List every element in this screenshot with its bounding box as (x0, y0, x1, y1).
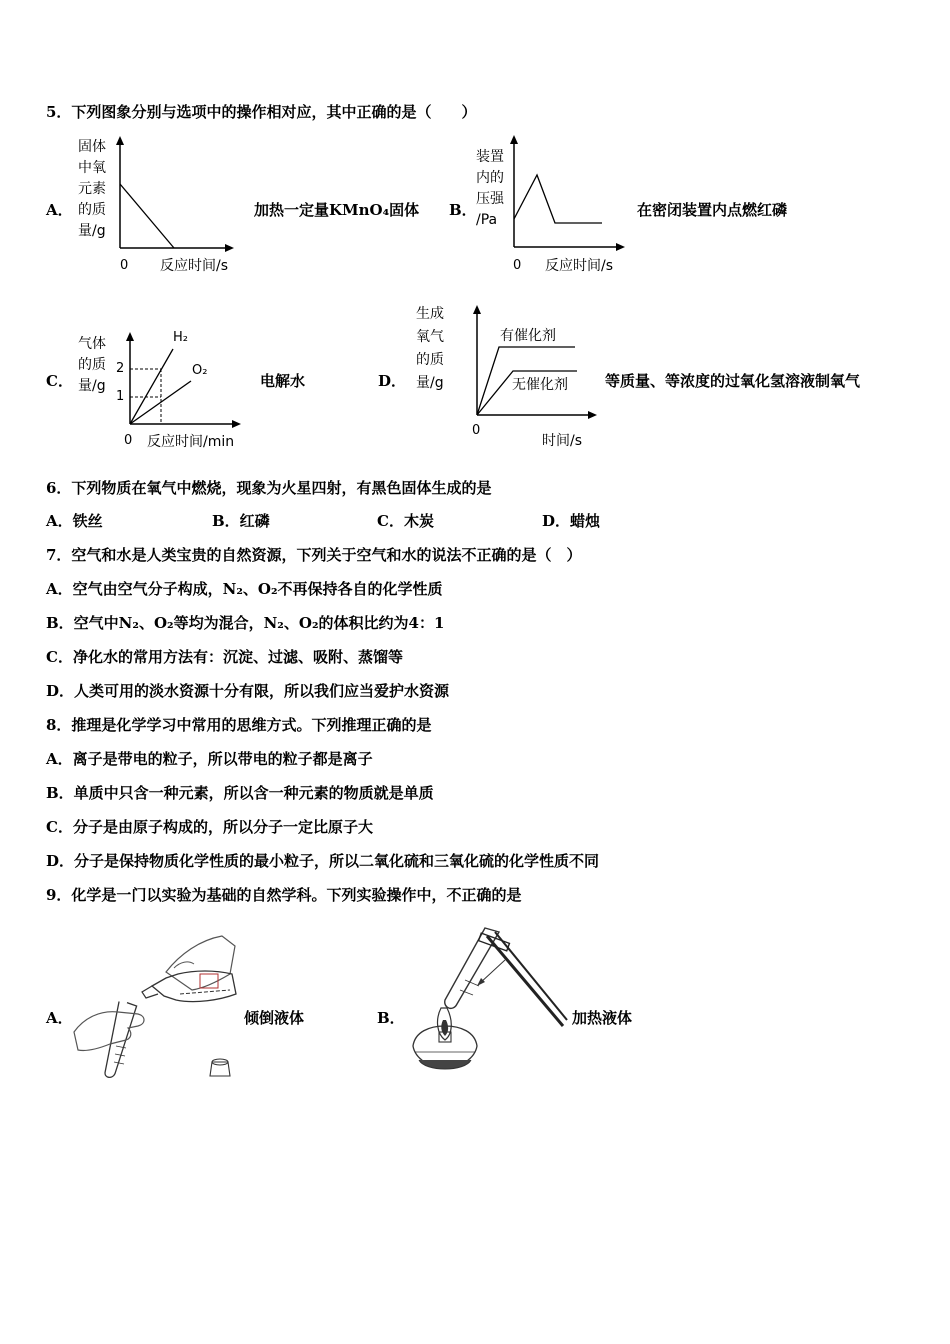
q5-c-axes (123, 332, 245, 432)
q5-b-ylabel-1: 装置 (476, 149, 504, 165)
q5-a-ylabel-1: 固体 (78, 139, 106, 155)
q5-d-ylabel-3: 的质 (416, 352, 444, 368)
q8-option-d: D．分子是保持物质化学性质的最小粒子，所以二氧化硫和三氧化硫的化学性质不同 (46, 852, 600, 870)
q5-a-ylabel-4: 的质 (78, 202, 106, 218)
q5-a-origin: 0 (120, 258, 129, 273)
q5-c-o2-line (130, 381, 191, 424)
q5-d-axes (469, 305, 601, 421)
q8-option-b: B．单质中只含一种元素，所以含一种元素的物质就是单质 (46, 784, 434, 802)
q5-b-origin: 0 (513, 258, 522, 273)
q7-option-a: A．空气由空气分子构成，N₂、O₂不再保持各自的化学性质 (46, 580, 443, 598)
q5-d-ylabel-2: 氧气 (416, 329, 444, 345)
q5-a-ylabel-5: 量/g (78, 223, 106, 239)
q5-option-d-letter: D． (378, 372, 407, 390)
q5-d-description: 等质量、等浓度的过氧化氢溶液制氧气 (605, 372, 861, 390)
q5-d-xlabel: 时间/s (542, 433, 583, 449)
q5-b-ylabel-3: 压强 (476, 191, 504, 207)
q5-c-origin: 0 (124, 433, 133, 448)
q5-c-description: 电解水 (260, 372, 306, 390)
q9-stem: 9．化学是一门以实验为基础的自然学科。下列实验操作中，不正确的是 (46, 886, 522, 904)
q5-c-tick-1: 1 (116, 389, 125, 404)
q5-c-tick-2: 2 (116, 361, 125, 376)
q5-a-description: 加热一定量KMnO₄固体 (254, 201, 420, 219)
q6-stem: 6．下列物质在氧气中燃烧，现象为火星四射，有黑色固体生成的是 (46, 479, 492, 497)
q5-b-series-line (514, 175, 602, 223)
q5-d-nocatalyst-label: 无催化剂 (512, 377, 568, 393)
q6-option-c: C．木炭 (377, 512, 434, 530)
q6-option-d: D．蜡烛 (542, 512, 601, 530)
q5-c-ylabel-3: 量/g (78, 378, 106, 394)
q5-option-c-letter: C． (46, 372, 73, 390)
q8-option-a: A．离子是带电的粒子，所以带电的粒子都是离子 (46, 750, 373, 768)
q5-a-series-line (120, 184, 174, 248)
q7-option-b: B．空气中N₂、O₂等均为混合，N₂、O₂的体积比约为4：1 (46, 614, 445, 632)
q5-c-o2-label: O₂ (192, 363, 208, 378)
q5-stem: 5．下列图象分别与选项中的操作相对应，其中正确的是（ ） (46, 103, 477, 121)
q9-b-heating-illustration (405, 920, 570, 1080)
q5-c-xlabel: 反应时间/min (147, 434, 235, 450)
q5-b-ylabel-4: /Pa (476, 212, 498, 228)
q5-d-origin: 0 (472, 423, 481, 438)
q5-a-axes (112, 136, 236, 256)
q9-a-description: 倾倒液体 (244, 1009, 305, 1027)
q5-c-h2-label: H₂ (173, 330, 188, 345)
q5-d-catalyst-label: 有催化剂 (500, 328, 556, 344)
q9-a-pouring-illustration (70, 928, 240, 1083)
q5-a-ylabel-2: 中氧 (78, 160, 106, 176)
q5-d-ylabel-4: 量/g (416, 375, 444, 391)
q5-b-description: 在密闭装置内点燃红磷 (637, 201, 788, 219)
q5-c-ylabel-1: 气体 (78, 336, 106, 352)
q6-option-a: A．铁丝 (46, 512, 103, 530)
q5-a-ylabel-3: 元素 (78, 181, 106, 197)
q5-c-ylabel-2: 的质 (78, 357, 106, 373)
q5-c-h2-line (130, 349, 173, 424)
q5-b-xlabel: 反应时间/s (545, 258, 614, 274)
q5-option-a-letter: A． (46, 201, 73, 219)
q5-a-xlabel: 反应时间/s (160, 258, 229, 274)
q9-b-description: 加热液体 (572, 1009, 633, 1027)
q9-option-b-letter: B． (377, 1009, 405, 1027)
q9-option-a-letter: A． (46, 1009, 73, 1027)
q5-b-axes (507, 135, 627, 255)
q7-option-d: D．人类可用的淡水资源十分有限，所以我们应当爱护水资源 (46, 682, 450, 700)
q6-option-b: B．红磷 (212, 512, 270, 530)
q5-d-ylabel-1: 生成 (416, 306, 444, 322)
q7-stem: 7．空气和水是人类宝贵的自然资源，下列关于空气和水的说法不正确的是（ ） (46, 546, 582, 564)
q7-option-c: C．净化水的常用方法有：沉淀、过滤、吸附、蒸馏等 (46, 648, 403, 666)
q8-option-c: C．分子是由原子构成的，所以分子一定比原子大 (46, 818, 373, 836)
q8-stem: 8．推理是化学学习中常用的思维方式。下列推理正确的是 (46, 716, 432, 734)
q5-b-ylabel-2: 内的 (476, 170, 504, 186)
q5-option-b-letter: B． (449, 201, 477, 219)
